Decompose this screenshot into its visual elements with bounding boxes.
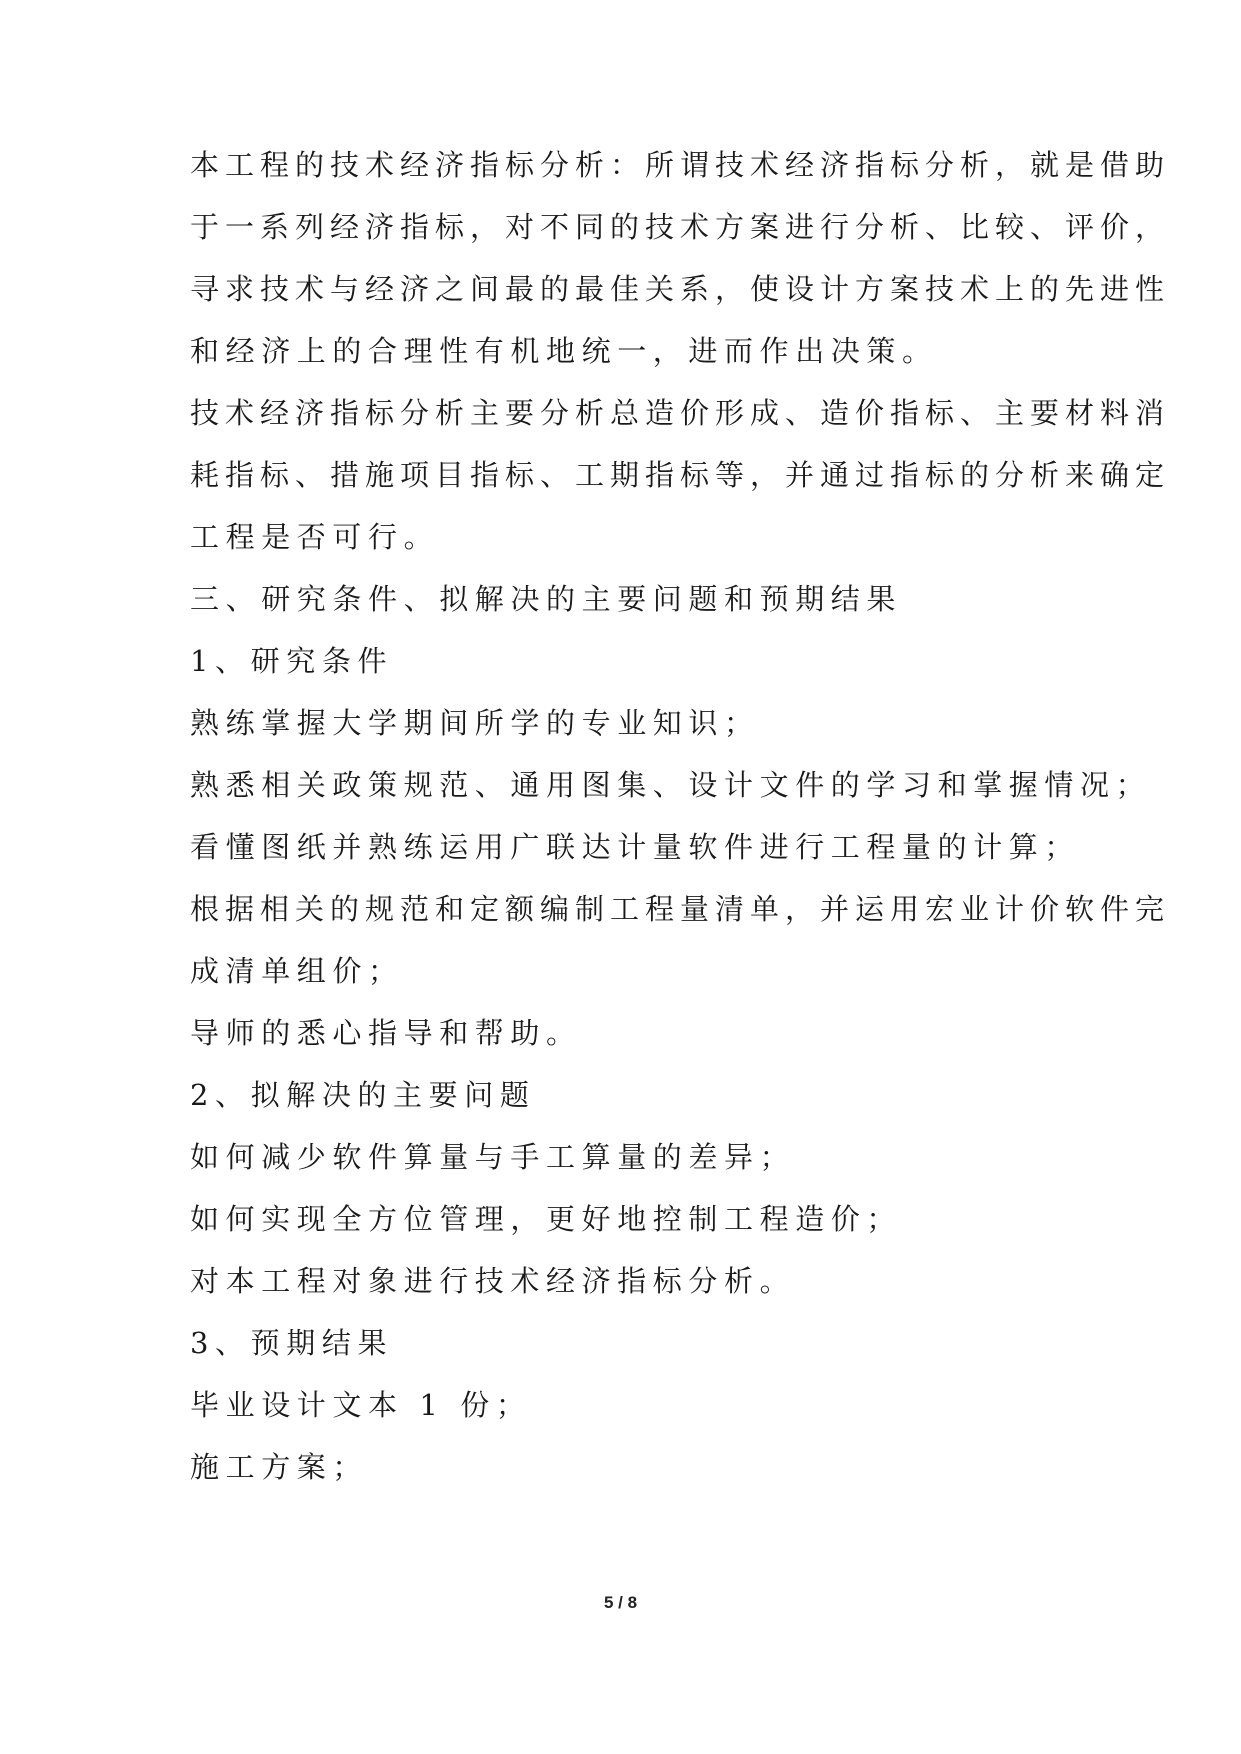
section-heading: 三、研究条件、拟解决的主要问题和预期结果 — [190, 582, 903, 616]
page-number: 5 / 8 — [603, 1593, 638, 1612]
list-item: 成清单组价； — [190, 954, 404, 988]
list-item: 对本工程对象进行技术经济指标分析。 — [190, 1264, 796, 1298]
list-item: 熟悉相关政策规范、通用图集、设计文件的学习和掌握情况； — [190, 768, 1152, 802]
paragraph-line: 和经济上的合理性有机地统一，进而作出决策。 — [190, 334, 938, 368]
list-item: 毕业设计文本 1 份； — [190, 1388, 532, 1422]
list-item: 施工方案； — [190, 1450, 369, 1484]
subsection-heading: 3、预期结果 — [190, 1326, 394, 1360]
paragraph-line: 技术经济指标分析主要分析总造价形成、造价指标、主要材料消 — [190, 396, 1171, 430]
paragraph-line: 工程是否可行。 — [190, 520, 440, 554]
paragraph-line: 于一系列经济指标，对不同的技术方案进行分析、比较、评价， — [190, 210, 1171, 244]
list-item: 如何减少软件算量与手工算量的差异； — [190, 1140, 796, 1174]
list-item: 导师的悉心指导和帮助。 — [190, 1016, 582, 1050]
subsection-heading: 1、研究条件 — [190, 644, 394, 678]
list-item: 看懂图纸并熟练运用广联达计量软件进行工程量的计算； — [190, 830, 1081, 864]
paragraph-line: 寻求技术与经济之间最的最佳关系，使设计方案技术上的先进性 — [190, 272, 1171, 306]
paragraph-line: 本工程的技术经济指标分析：所谓技术经济指标分析，就是借助 — [190, 148, 1171, 182]
list-item: 如何实现全方位管理，更好地控制工程造价； — [190, 1202, 903, 1236]
subsection-heading: 2、拟解决的主要问题 — [190, 1078, 536, 1112]
paragraph-line: 耗指标、措施项目指标、工期指标等，并通过指标的分析来确定 — [190, 458, 1171, 492]
list-item: 熟练掌握大学期间所学的专业知识； — [190, 706, 760, 740]
list-item: 根据相关的规范和定额编制工程量清单，并运用宏业计价软件完 — [190, 892, 1171, 926]
